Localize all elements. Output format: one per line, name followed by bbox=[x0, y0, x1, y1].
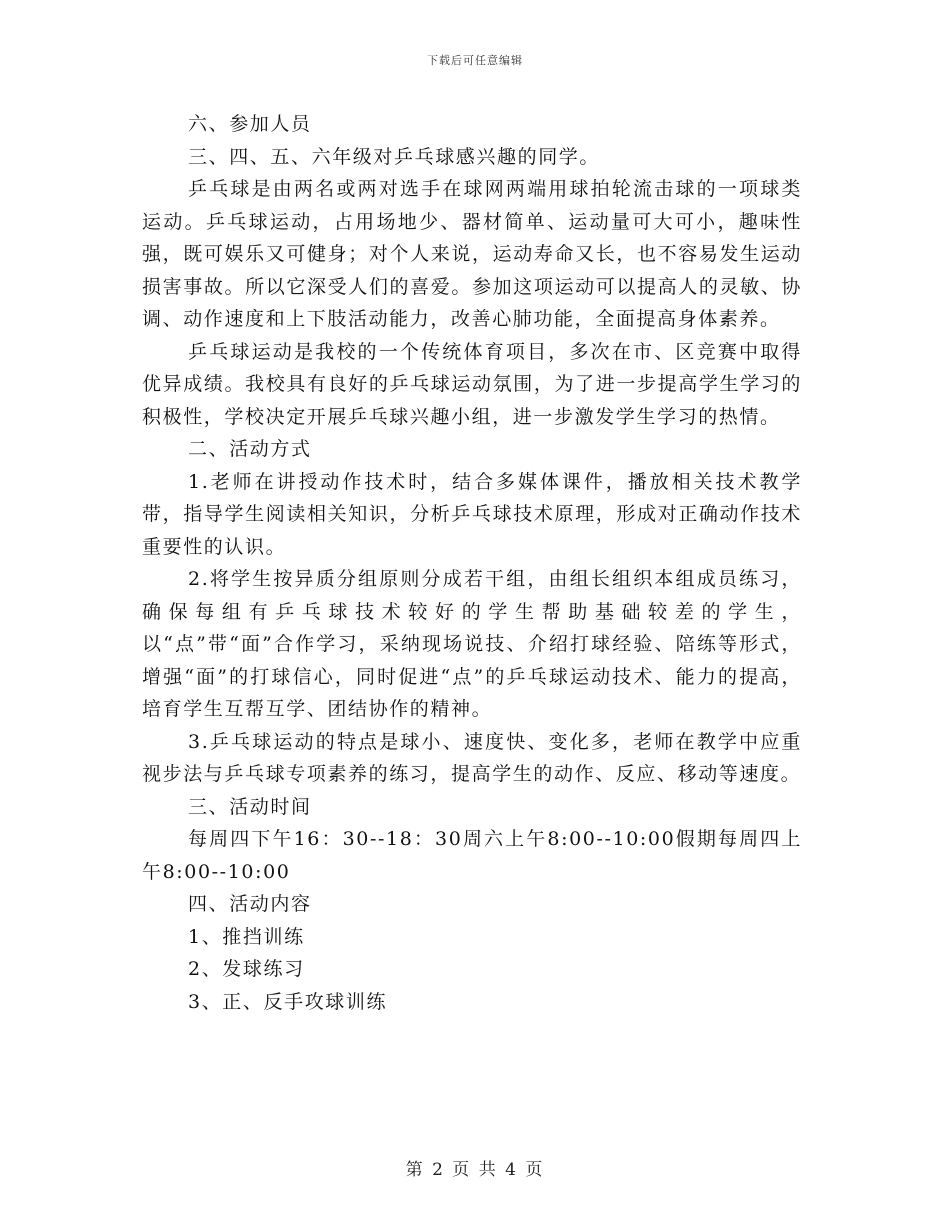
paragraph-method-2: 2.将学生按异质分组原则分成若干组，由组长组织本组成员练习，确保每组有乒乓球技术较好的学生帮助基础较差的学生，以“点”带“面”合作学习，采纳现场说技、介绍打球经验、陪练等形式，增强“面”的打球信心，同时促进“点”的乒乓球运动技术、能力的提高，培育学生互帮互学、团结协作的精神。 bbox=[142, 568, 802, 720]
page-footer: 第 2 页 共 4 页 bbox=[405, 1160, 545, 1180]
section-heading-activity-time: 三、活动时间 bbox=[188, 795, 312, 818]
document-body bbox=[142, 108, 802, 1018]
paragraph-schedule: 每周四下午16：30--18：30周六上午8:00--10:00假期每周四上午8:00--10:00 bbox=[142, 828, 802, 883]
section-heading-activity-method: 二、活动方式 bbox=[188, 438, 312, 460]
list-item-serve: 2、发球练习 bbox=[188, 958, 305, 980]
section-heading-participants: 六、参加人员 bbox=[188, 113, 312, 135]
paragraph-participants: 三、四、五、六年级对乒乓球感兴趣的同学。 bbox=[188, 145, 601, 168]
paragraph-method-3: 3.乒乓球运动的特点是球小、速度快、变化多，老师在教学中应重视步法与乒乓球专项素养的练习，提高学生的动作、反应、移动等速度。 bbox=[142, 730, 802, 785]
list-item-push-block: 1、推挡训练 bbox=[188, 925, 305, 948]
paragraph-method-1: 1.老师在讲授动作技术时，结合多媒体课件，播放相关技术教学带，指导学生阅读相关知识，分析乒乓球技术原理，形成对正确动作技术重要性的认识。 bbox=[142, 470, 802, 558]
section-heading-activity-content: 四、活动内容 bbox=[188, 893, 312, 915]
page-header: 下载后可任意编辑 bbox=[427, 54, 523, 67]
paragraph-intro: 乒乓球是由两名或两对选手在球网两端用球拍轮流击球的一项球类运动。乒乓球运动，占用场地少、器材简单、运动量可大可小，趣味性强，既可娱乐又可健身；对个人来说，运动寿命又长，也不容易发生运动损害事故。所以它深受人们的喜爱。参加这项运动可以提高人的灵敏、协调、动作速度和上下肢活动能力，改善心肺功能，全面提高身体素养。 bbox=[142, 178, 802, 330]
paragraph-school-tradition: 乒乓球运动是我校的一个传统体育项目，多次在市、区竞赛中取得优异成绩。我校具有良好的乒乓球运动氛围，为了进一步提高学生学习的积极性，学校决定开展乒乓球兴趣小组，进一步激发学生学习的热情。 bbox=[142, 340, 802, 428]
list-item-forehand-backhand: 3、正、反手攻球训练 bbox=[188, 990, 388, 1013]
